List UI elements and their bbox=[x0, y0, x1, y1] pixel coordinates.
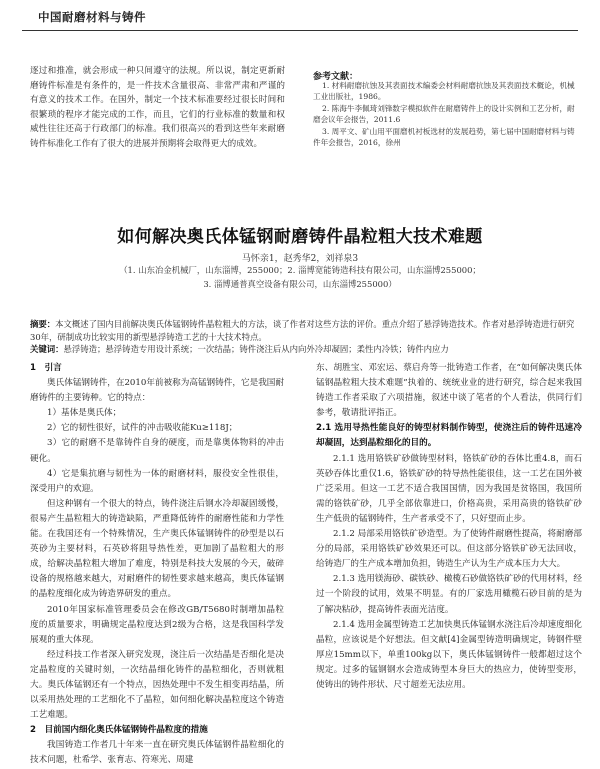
body-paragraph: 2）它的韧性很好，试件的冲击吸收能Ku≥118J； bbox=[47, 423, 238, 434]
body-paragraph: 2010年国家标准管理委员会在修改GB/T5680时制增加晶粒度的质量要求，明确规定晶粒度达到2级为合格，这是我国科学发展观的重大体现。 bbox=[30, 604, 284, 645]
body-paragraph: 1）基体是奥氏体； bbox=[47, 408, 122, 419]
body-paragraph: 奥氏体锰钢铸件，在2010年前被称为高锰钢铸件，它是我国耐磨铸件的主要铸种。它的特点： bbox=[30, 378, 284, 404]
reference-item: 2. 陈海牛李佩琦刘锋数字模拟软件在耐磨铸件上的设计实例和工艺分析，耐磨会议年会报告，2011.6 bbox=[313, 103, 575, 125]
body-paragraph: 我国铸造工作者几十年来一直在研究奥氏体锰钢件晶粒细化的技术问题，杜希学、张育志、符寒光、周建 bbox=[30, 740, 284, 766]
abstract-block bbox=[30, 318, 578, 356]
abstract-text: 本文概述了国内目前解决奥氏体锰钢铸件晶粒粗大的方法，谈了作者对这些方法的评价。重点介绍了悬浮铸造技术。作者对悬浮铸造进行研究30年，研制成功比较实用的新型悬浮铸造工艺的十大技术特点。 bbox=[30, 319, 575, 342]
affiliation-line: 3. 淄博通普真空设备有限公司，山东淄博255000） bbox=[203, 279, 397, 289]
references-list bbox=[313, 80, 581, 148]
previous-article-paragraph: 逐过和推准，就会形成一种只间遵守的法规。所以说，制定更新耐磨铸件标准是有条件的，是一件技术含量很高、非常严肃和严谨的有意义的技术工作。在国外，制定一个技术标准要经过很长时间和很繁琐的程序才能完成的工作，而且，它们的行业标准的数量和权威性往往还高于行政部门的标准。我们很高兴的看到这些年来耐磨铸件标准化工作有了很大的进展并预期将会取得更大的成效。 bbox=[30, 66, 285, 149]
body-paragraph: 2.1.4 选用金属型铸造工艺加快奥氏体锰钢水浇注后冷却速度细化晶粒，应该说是个好想法。但文献[4]金属型铸造明确规定，铸钢件壁厚应15mm以下，单重100kg以下，奥氏体锰钢铸件一般都超过这个规定。过多的锰钢钢水会造成铸型本身巨大的热应力，使铸型变形，使铸出的铸件形状、尺寸超差无法应用。 bbox=[316, 619, 582, 690]
keywords bbox=[30, 343, 578, 356]
article-authors: 马怀亲1，赵秀华2，刘祥泉3 bbox=[241, 254, 359, 264]
section-heading: 2.1 选用导热性能良好的铸型材料制作铸型，使浇注后的铸件迅速冷却凝固，达到晶粒细化的目的。 bbox=[316, 423, 582, 449]
body-paragraph: 2.1.2 局部采用铬铁矿砂造型。为了使铸件耐磨性提高，将耐磨部分的局部，采用铬铁矿砂效果还可以。但这部分铬铁矿砂无法回收，给铸造厂的生产成本增加负担，铸造生产认为生产成本压力大大。 bbox=[316, 529, 582, 570]
body-left-column bbox=[30, 361, 284, 769]
section-heading: 1 引言 bbox=[30, 363, 62, 373]
abstract-label: 摘要： bbox=[30, 319, 56, 329]
body-paragraph: 3）它的耐磨不是靠铸件自身的硬度，而是靠奥体物料的冲击硬化。 bbox=[30, 438, 284, 464]
body-right-column bbox=[316, 361, 582, 693]
body-paragraph: 但这种钢有一个很大的特点，铸件浇注后钢水冷却凝固缓慢，很易产生晶粒粗大的铸造缺陷，严重降低铸件的耐磨性能和力学性能。在我国还有一个特殊情况，生产奥氏体锰钢铸件的砂型是以石英砂为主要材料，石英砂将阻导热性差，更加剧了晶粒粗大的形成，给解决晶粒粗大增加了难度，特别是科技大发展的今天，破碎设备的规格越来越大，对耐磨件的韧性要求越来越高，奥氏体锰钢的晶粒度细化成为铸造界研发的重点。 bbox=[30, 498, 284, 600]
body-paragraph: 4）它是集抗磨与韧性为一体的耐磨材料，服役安全性很佳，深受用户的欢迎。 bbox=[30, 468, 284, 494]
keywords-label: 关键词： bbox=[30, 344, 64, 355]
body-paragraph: 2.1.3 选用镁海砂、碳铁砂、橄榄石砂做铬铁矿砂的代用材料，经过一个阶段的试用，效果不明显。有的厂家选用橄榄石砂目前的是为了解决粘砂，提高铸件表面光洁度。 bbox=[316, 574, 582, 615]
body-paragraph: 经过科技工作者深入研究发现，浇注后一次结晶是否细化是决定晶粒度的关键时刻，一次结晶细化铸件的晶粒细化，否则就粗大。奥氏体锰钢还有一个特点，因热处理中不发生相变再结晶，所以采用热处理的工艺细化不了晶粒，如何细化解决晶粒度这个铸造工艺难题。 bbox=[30, 649, 284, 721]
header-rule bbox=[22, 30, 578, 31]
article-affiliations bbox=[40, 263, 560, 291]
reference-item: 3. 周平文、矿山用平面磨机衬板选材的发展趋势，第七届中国耐磨材料与铸件年会报告，2016，徐州 bbox=[313, 126, 575, 148]
abstract bbox=[30, 318, 578, 343]
body-paragraph: 东、胡胜宝、邓宏运、蔡启舟等一批铸造工作者，在“如何解决奥氏体锰钢晶粒粗大技术难题”执着的、统统业业的进行研究，综合起来我国铸造工作者采取了六项措施，叙述中谈了笔者的个人看法，供同行们参考，敬请批评指正。 bbox=[316, 363, 582, 419]
article-title: 如何解决奥氏体锰钢耐磨铸件晶粒粗大技术难题 bbox=[117, 227, 483, 247]
body-paragraph: 2.1.1 选用铬铁矿砂做铸型材料，铬铁矿砂的吞体比重4.8，而石英砂吞体比重仅1.6，铬铁矿砂的特导热性能很佳，这一工艺在国外被广泛采用。但这一工艺不适合我国国情，因为我国是贫铬国，我国所需的铬铁矿砂，几乎全部依靠进口，价格高贵，采用高贵的铬铁矿砂生产低贵的锰钢铸件，生产者承受不了，只好望而止步。 bbox=[316, 453, 582, 524]
section-heading: 2 目前国内细化奥氏体锰钢铸件晶粒度的措施 bbox=[30, 725, 208, 736]
reference-item: 1. 材料耐磨抗蚀及其表面技术编委会材料耐磨抗蚀及其表面技术概论，机械工业出版社，1986。 bbox=[313, 81, 575, 102]
affiliation-line: （1. 山东冶金机械厂，山东淄博，255000；2. 淄博宽能铸造科技有限公司，山东淄博255000； bbox=[119, 265, 481, 275]
journal-header: 中国耐磨材料与铸件 bbox=[38, 10, 146, 24]
references-title: 参考文献： bbox=[313, 72, 359, 82]
keywords-text: 悬浮铸造；悬浮铸造专用设计系统；一次结晶；铸件浇注后从内向外冷却凝固；柔性内冷铁；铸件内应力 bbox=[63, 344, 449, 355]
